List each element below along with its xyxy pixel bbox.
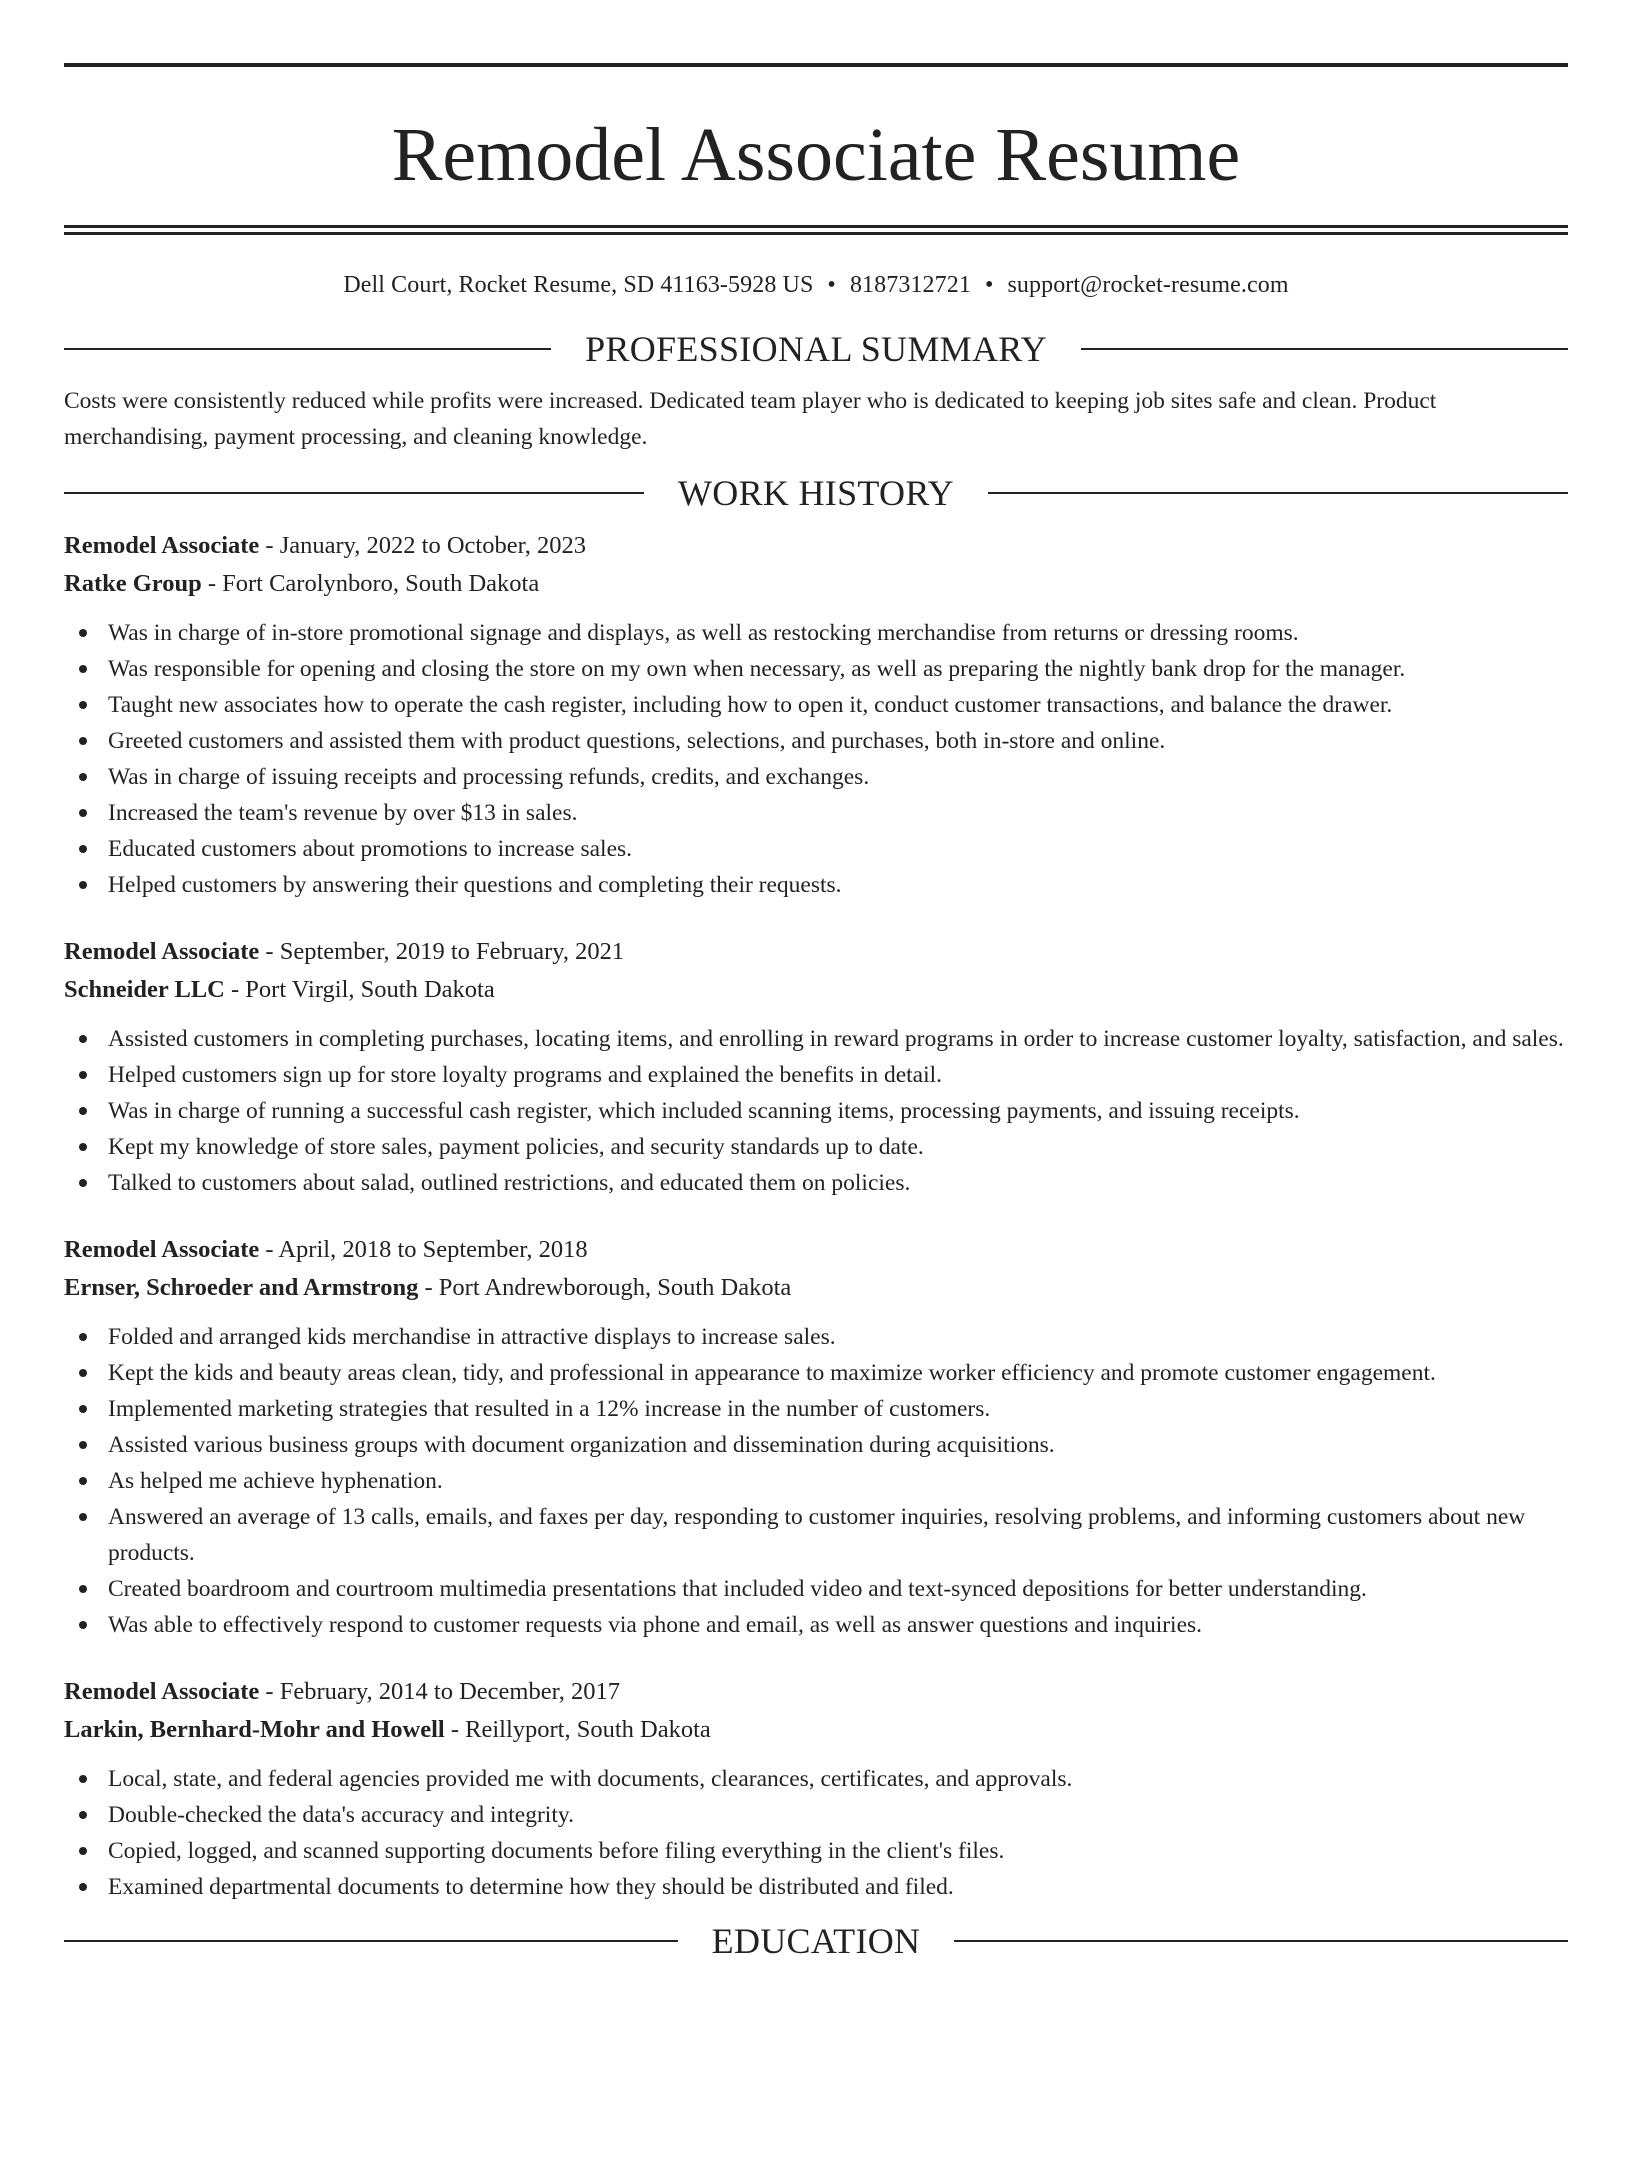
resume-page [0, 63, 1632, 2175]
contact-separator: • [984, 272, 994, 298]
job-bullet-list [64, 1761, 1568, 1905]
job-bullet: Assisted customers in completing purchases, locating items, and enrolling in reward programs in order to increase customer loyalty, satisfaction, and sales. [64, 1021, 1568, 1057]
job-entry [64, 1231, 1568, 1643]
job-bullet: As helped me achieve hyphenation. [64, 1463, 1568, 1499]
top-rule [64, 63, 1568, 67]
heading-rule-left [64, 348, 551, 350]
job-bullet: Assisted various business groups with document organization and dissemination during acquisitions. [64, 1427, 1568, 1463]
job-dates: - September, 2019 to February, 2021 [265, 938, 625, 965]
contact-email: support@rocket-resume.com [1007, 272, 1289, 298]
job-bullet: Was in charge of running a successful cash register, which included scanning items, processing payments, and issuing receipts. [64, 1093, 1568, 1129]
section-heading-work-history [64, 471, 1568, 515]
job-bullet: Educated customers about promotions to increase sales. [64, 831, 1568, 867]
job-entry [64, 527, 1568, 903]
job-entry [64, 1673, 1568, 1905]
job-bullet: Was able to effectively respond to customer requests via phone and email, as well as answer questions and inquiries. [64, 1607, 1568, 1643]
job-title-line [64, 1231, 1568, 1269]
title-double-rule [64, 225, 1568, 235]
section-heading-education [64, 1919, 1568, 1963]
job-bullet: Kept my knowledge of store sales, payment policies, and security standards up to date. [64, 1129, 1568, 1165]
contact-separator: • [827, 272, 836, 298]
job-bullet-list [64, 1021, 1568, 1201]
heading-rule-left [64, 492, 644, 494]
job-bullet: Talked to customers about salad, outlined restrictions, and educated them on policies. [64, 1165, 1568, 1201]
heading-rule-left [64, 1940, 678, 1942]
job-bullet: Copied, logged, and scanned supporting documents before filing everything in the client's files. [64, 1833, 1568, 1869]
job-company-line [64, 1269, 1568, 1307]
contact-address: Dell Court, Rocket Resume, SD 41163-5928 US [343, 272, 814, 298]
job-bullet: Double-checked the data's accuracy and integrity. [64, 1797, 1568, 1833]
job-bullet-list [64, 615, 1568, 903]
job-bullet: Was in charge of in-store promotional signage and displays, as well as restocking merchandise from returns or dressing rooms. [64, 615, 1568, 651]
job-title-line [64, 1673, 1568, 1711]
job-title-line [64, 527, 1568, 565]
section-heading-summary [64, 327, 1568, 371]
job-location: - Fort Carolynboro, South Dakota [207, 570, 540, 597]
job-bullet: Created boardroom and courtroom multimedia presentations that included video and text-synced depositions for better understanding. [64, 1571, 1568, 1607]
job-title: Remodel Associate [64, 938, 260, 965]
job-title: Remodel Associate [64, 532, 260, 559]
job-company-line [64, 971, 1568, 1009]
job-bullet: Kept the kids and beauty areas clean, tidy, and professional in appearance to maximize worker efficiency and promote customer engagement. [64, 1355, 1568, 1391]
section-title: WORK HISTORY [678, 473, 954, 513]
job-company: Larkin, Bernhard-Mohr and Howell [64, 1716, 445, 1743]
job-bullet: Helped customers sign up for store loyalty programs and explained the benefits in detail. [64, 1057, 1568, 1093]
section-title: PROFESSIONAL SUMMARY [585, 329, 1047, 369]
contact-phone: 8187312721 [849, 272, 971, 298]
job-dates: - January, 2022 to October, 2023 [265, 532, 587, 559]
job-company: Schneider LLC [64, 976, 225, 1003]
job-bullet: Taught new associates how to operate the cash register, including how to open it, conduct customer transactions, and balance the drawer. [64, 687, 1568, 723]
job-location: - Port Virgil, South Dakota [231, 976, 495, 1003]
job-bullet: Answered an average of 13 calls, emails, and faxes per day, responding to customer inquiries, resolving problems, and informing customers about new products. [64, 1499, 1568, 1571]
job-bullet: Folded and arranged kids merchandise in attractive displays to increase sales. [64, 1319, 1568, 1355]
job-company-line [64, 565, 1568, 603]
job-bullet: Greeted customers and assisted them with product questions, selections, and purchases, both in-store and online. [64, 723, 1568, 759]
contact-line [64, 269, 1568, 301]
heading-rule-right [954, 1940, 1568, 1942]
page-title: Remodel Associate Resume [391, 113, 1241, 197]
job-location: - Reillyport, South Dakota [450, 1716, 711, 1743]
job-title-line [64, 933, 1568, 971]
section-title: EDUCATION [711, 1921, 921, 1961]
job-company-line [64, 1711, 1568, 1749]
job-company: Ratke Group [64, 570, 202, 597]
job-bullet: Increased the team's revenue by over $13 in sales. [64, 795, 1568, 831]
job-location: - Port Andrewborough, South Dakota [424, 1274, 792, 1301]
job-bullet: Helped customers by answering their questions and completing their requests. [64, 867, 1568, 903]
heading-rule-right [1081, 348, 1568, 350]
job-bullet: Was responsible for opening and closing the store on my own when necessary, as well as preparing the nightly bank drop for the manager. [64, 651, 1568, 687]
job-bullet: Local, state, and federal agencies provided me with documents, clearances, certificates, and approvals. [64, 1761, 1568, 1797]
job-dates: - April, 2018 to September, 2018 [265, 1236, 588, 1263]
job-bullet-list [64, 1319, 1568, 1643]
job-bullet: Examined departmental documents to determine how they should be distributed and filed. [64, 1869, 1568, 1905]
job-bullet: Implemented marketing strategies that resulted in a 12% increase in the number of customers. [64, 1391, 1568, 1427]
job-entry [64, 933, 1568, 1201]
job-title: Remodel Associate [64, 1236, 260, 1263]
heading-rule-right [988, 492, 1568, 494]
job-title: Remodel Associate [64, 1678, 260, 1705]
summary-text: Costs were consistently reduced while profits were increased. Dedicated team player who is dedicated to keeping job sites safe and clean. Product merchandising, payment processing, and cleaning knowledge. [64, 388, 1437, 450]
job-bullet: Was in charge of issuing receipts and processing refunds, credits, and exchanges. [64, 759, 1568, 795]
job-dates: - February, 2014 to December, 2017 [265, 1678, 621, 1705]
job-company: Ernser, Schroeder and Armstrong [64, 1274, 419, 1301]
